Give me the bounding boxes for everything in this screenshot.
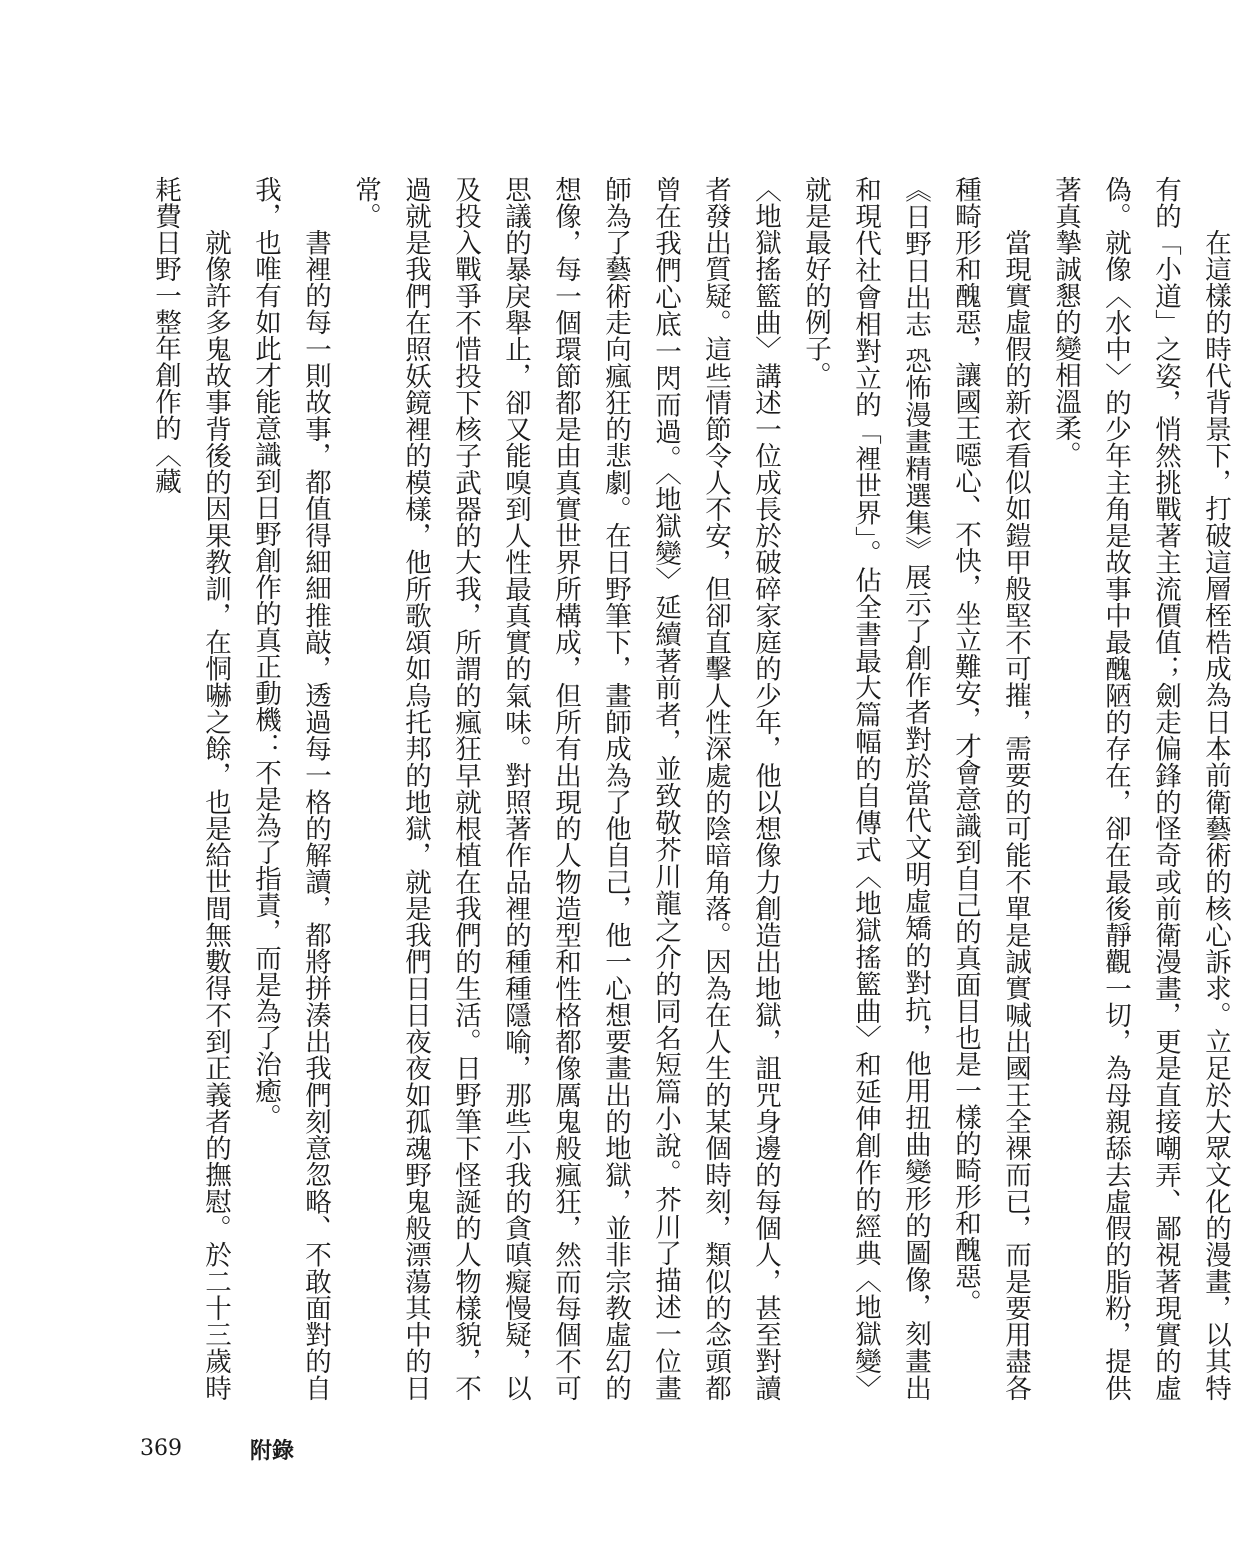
paragraph: 〈地獄搖籃曲〉講述一位成長於破碎家庭的少年，他以想像力創造出地獄，詛咒身邊的每個人，甚至對讀者發出質疑。這些情節令人不安，但卻直擊人性深處的陰暗角落。因為在人生的某個時刻，類似的念頭都曾在我們心底一閃而過。〈地獄變〉延續著前者，並致敬芥川龍之介的同名短篇小說。芥川了描述一位畫師為了藝術走向瘋狂的悲劇。在日野筆下，畫師成為了他自己，他一心想要畫出的地獄，並非宗教虛幻的想像，每一個環節都是由真實世界所構成，但所有出現的人物造型和性格都像厲鬼般瘋狂，然而每個不可思議的暴戾舉止，卻又能嗅到人性最真實的氣味。對照著作品裡的種種隱喻，那些小我的貪嗔癡慢疑，以及投入戰爭不惜投下核子武器的大我，所謂的瘋狂早就根植在我們的生活。日野筆下怪誕的人物樣貌，不過就是我們在照妖鏡裡的模樣，他所歌頌如烏托邦的地獄，就是我們日日夜夜如孤魂野鬼般漂蕩其中的日常。 [350, 176, 781, 1401]
vertical-text-body [140, 176, 1240, 1401]
paragraph: 在這樣的時代背景下，打破這層桎梏成為日本前衛藝術的核心訴求。立足於大眾文化的漫畫，以其特有的「小道」之姿，悄然挑戰著主流價值；劍走偏鋒的怪奇或前衛漫畫，更是直接嘲弄、鄙視著現實的虛偽。就像〈水中〉的少年主角是故事中最醜陋的存在，卻在最後靜觀一切，為母親舔去虛假的脂粉，提供著真摯誠懇的變相溫柔。 [1050, 176, 1231, 1401]
section-title: 附錄 [250, 1438, 295, 1464]
paragraph: 當現實虛假的新衣看似如鎧甲般堅不可摧，需要的可能不單是誠實喊出國王全裸而已，而是要用盡各種畸形和醜惡，讓國王噁心、不快，坐立難安，才會意識到自己的真面目也是一樣的畸形和醜惡。 [950, 176, 1031, 1401]
paragraph: 書裡的每一則故事，都值得細細推敲，透過每一格的解讀，都將拼湊出我們刻意忽略、不敢面對的自我，也唯有如此才能意識到日野創作的真正動機：不是為了指責，而是為了治癒。 [250, 176, 331, 1401]
paragraph: 就像許多鬼故事背後的因果教訓，在恫嚇之餘，也是給世間無數得不到正義者的撫慰。於二十三歲時耗費日野一整年創作的〈藏 [150, 176, 231, 1401]
page-number: 369 [140, 1436, 182, 1461]
paragraph: 《日野日出志 恐怖漫畫精選集》展示了創作者對於當代文明虛矯的對抗，他用扭曲變形的圖像，刻畫出和現代社會相對立的「裡世界」。佔全書最大篇幅的自傳式〈地獄搖籃曲〉和延伸創作的經典〈地獄變〉就是最好的例子。 [800, 176, 931, 1401]
